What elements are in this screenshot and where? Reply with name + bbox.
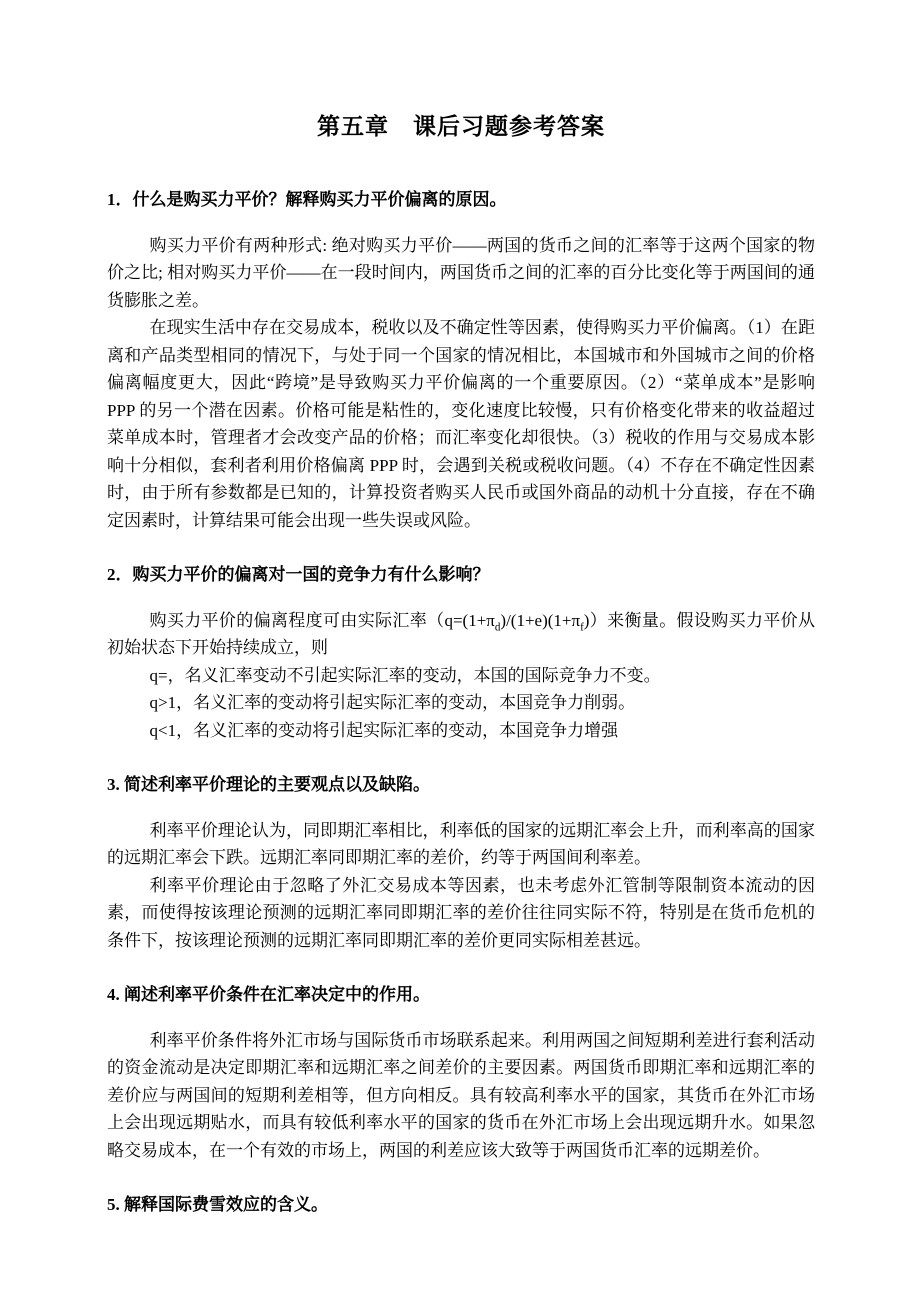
question-1-heading: 1．什么是购买力平价？解释购买力平价偏离的原因。 — [107, 190, 507, 209]
question-2-case-line-equal: q=，名义汇率变动不引起实际汇率的变动，本国的国际竞争力不变。 — [149, 665, 661, 685]
formula-text-mid: )/(1+e)(1+π — [500, 610, 581, 630]
page-title: 第五章 课后习题参考答案 — [317, 114, 605, 139]
formula-text-post: )）来衡量。假设购买力平价从初始状态下开始持续成立，则 — [107, 610, 815, 657]
formula-subscript-d: d — [494, 620, 501, 633]
question-5-section — [107, 1191, 815, 1219]
question-1-answer-paragraph-2: 在现实生活中存在交易成本，税收以及不确定性等因素，使得购买力平价偏离。（1）在距离和产品类型相同的情况下，与处于同一个国家的情况相比，本国城市和外国城市之间的价格偏离幅度更大，因此“跨境”是导致购买力平价偏离的一个重要原因。（2）“菜单成本”是影响 PPP 的另一个潜在因素。价格可能是粘性的，变化速度比较慢，只有价格变化带来的收益超过菜单成本时，管理者才会改变产品的价格；而汇率变化却很快。（3）税收的作用与交易成本影响十分相似，套利者利用价格偏离 PPP 时，会遇到关税或税收问题。（4）不存在不确定性因素时，由于所有参数都是已知的，计算投资者购买人民币或国外商品的动机十分直接，存在不确定因素时，计算结果可能会出现一些失误或风险。 — [107, 318, 815, 530]
question-3-section — [107, 771, 815, 954]
question-2-answer-formula-paragraph — [107, 607, 815, 662]
formula-subscript-f: f — [580, 620, 584, 633]
formula-text-pre: 购买力平价的偏离程度可由实际汇率（q=(1+π — [149, 610, 495, 630]
question-1-section — [107, 186, 815, 534]
question-4-heading: 4. 阐述利率平价条件在汇率决定中的作用。 — [107, 985, 430, 1004]
question-3-answer-paragraph-2: 利率平价理论由于忽略了外汇交易成本等因素，也未考虑外汇管制等限制资本流动的因素，而使得按该理论预测的远期汇率同即期汇率的差价往往同实际不符，特别是在货币危机的条件下，按该理论预测的远期汇率同即期汇率的差价更同实际相差甚远。 — [107, 875, 815, 950]
question-2-section — [107, 561, 815, 744]
question-5-heading: 5. 解释国际费雪效应的含义。 — [107, 1195, 328, 1214]
question-1-answer-paragraph-1: 购买力平价有两种形式: 绝对购买力平价——两国的货币之间的汇率等于这两个国家的物价之比; 相对购买力平价——在一段时间内，两国货币之间的汇率的百分比变化等于两国间的通货膨胀之差。 — [107, 235, 815, 310]
question-2-case-line-less: q<1，名义汇率的变动将引起实际汇率的变动，本国竞争力增强 — [149, 720, 619, 740]
question-2-case-line-greater: q>1，名义汇率的变动将引起实际汇率的变动，本国竞争力削弱。 — [149, 693, 636, 712]
question-2-heading: 2．购买力平价的偏离对一国的竞争力有什么影响？ — [107, 565, 490, 584]
question-3-heading: 3. 简述利率平价理论的主要观点以及缺陷。 — [107, 775, 430, 794]
question-4-section — [107, 981, 815, 1164]
question-4-answer-paragraph-1: 利率平价条件将外汇市场与国际货币市场联系起来。利用两国之间短期利差进行套利活动的资金流动是决定即期汇率和远期汇率之间差价的主要因素。两国货币即期汇率和远期汇率的差价应与两国间的短期利差相等，但方向相反。具有较高利率水平的国家，其货币在外汇市场上会出现远期贴水，而具有较低利率水平的国家的货币在外汇市场上会出现远期升水。如果忽略交易成本，在一个有效的市场上，两国的利差应该大致等于两国货币汇率的远期差价。 — [107, 1030, 815, 1160]
question-3-answer-paragraph-1: 利率平价理论认为，同即期汇率相比，利率低的国家的远期汇率会上升，而利率高的国家的远期汇率会下跌。远期汇率同即期汇率的差价，约等于两国间利率差。 — [107, 820, 815, 867]
